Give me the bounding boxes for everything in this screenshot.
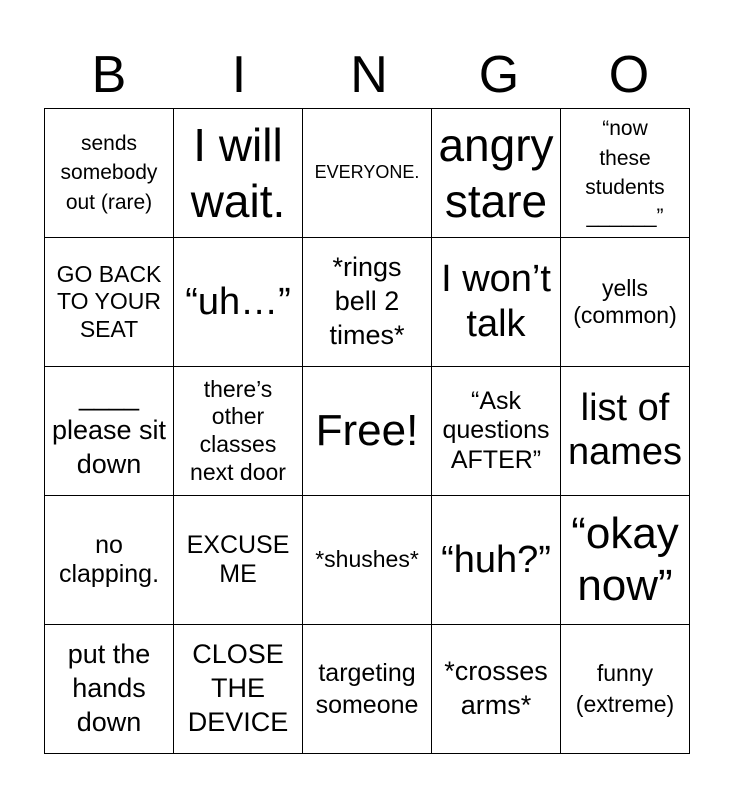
board-row [45,109,690,238]
board-row [45,367,690,496]
header-letter-i: I [231,46,247,104]
bingo-header [44,44,694,106]
bingo-cell[interactable]: funny (extreme) [561,625,690,754]
header-letter-g: G [478,46,520,104]
bingo-cell[interactable]: I will wait. [174,109,303,238]
bingo-cell[interactable]: *shushes* [303,496,432,625]
bingo-board [44,108,690,754]
bingo-cell[interactable]: *rings bell 2 times* [303,238,432,367]
bingo-cell[interactable]: yells (common) [561,238,690,367]
bingo-cell[interactable]: EXCUSE ME [174,496,303,625]
bingo-cell[interactable]: “huh?” [432,496,561,625]
bingo-cell[interactable]: ____ please sit down [45,367,174,496]
bingo-cell[interactable]: “okay now” [561,496,690,625]
bingo-cell[interactable]: GO BACK TO YOUR SEAT [45,238,174,367]
header-letter-n: N [350,46,388,104]
board-row [45,496,690,625]
bingo-cell[interactable]: list of names [561,367,690,496]
bingo-cell[interactable]: “Ask questions AFTER” [432,367,561,496]
header-letter-b: B [91,46,127,104]
bingo-cell[interactable]: sends somebody out (rare) [45,109,174,238]
bingo-cell[interactable]: targeting someone [303,625,432,754]
bingo-cell[interactable]: “now these students ______” [561,109,690,238]
bingo-cell[interactable]: I won’t talk [432,238,561,367]
bingo-cell[interactable]: CLOSE THE DEVICE [174,625,303,754]
bingo-cell[interactable]: there’s other classes next door [174,367,303,496]
bingo-cell[interactable]: “uh…” [174,238,303,367]
header-letter-o: O [608,46,650,104]
bingo-cell[interactable]: no clapping. [45,496,174,625]
board-row [45,625,690,754]
bingo-cell[interactable]: EVERYONE. [303,109,432,238]
bingo-cell[interactable]: angry stare [432,109,561,238]
bingo-cell[interactable]: put the hands down [45,625,174,754]
bingo-cell[interactable]: *crosses arms* [432,625,561,754]
board-row [45,238,690,367]
bingo-cell[interactable]: Free! [303,367,432,496]
